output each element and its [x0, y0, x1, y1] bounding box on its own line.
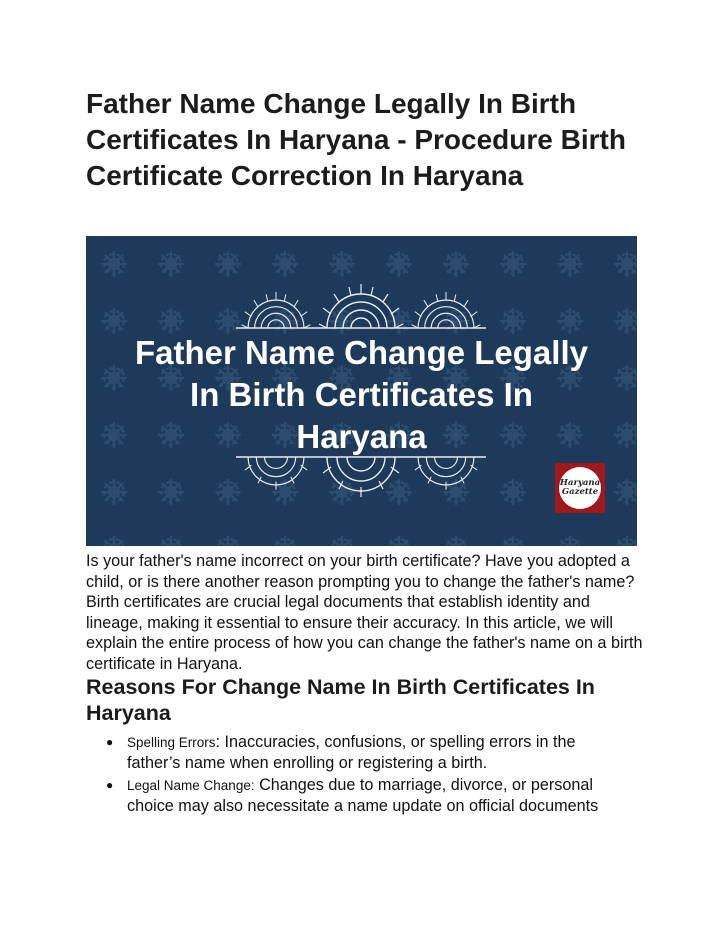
haryana-gazette-logo	[555, 463, 605, 513]
reason-term: Legal Name Change	[127, 778, 251, 793]
page-title: Father Name Change Legally In Birth Certificates In Haryana - Procedure Birth Certificate Correction In Haryana	[86, 88, 626, 191]
banner-title-line: Father Name Change Legally	[135, 334, 588, 371]
reason-text: Inaccuracies, confusions, or spelling errors in the father’s name when enrolling or registering a birth.	[127, 733, 576, 772]
section-heading: Reasons For Change Name In Birth Certificates In Haryana	[86, 675, 595, 725]
reasons-list	[106, 732, 626, 816]
logo-text-line2: Gazette	[561, 487, 599, 497]
reason-term: Spelling Errors	[127, 735, 216, 750]
list-item	[106, 775, 626, 816]
featured-banner-image	[86, 236, 637, 546]
reason-text: Changes due to marriage, divorce, or personal choice may also necessitate a name update on official documents	[127, 776, 599, 815]
banner-title	[86, 332, 637, 458]
intro-paragraph: Is your father's name incorrect on your birth certificate? Have you adopted a child, or is there another reason prompting you to change the father's name? Birth certificates are crucial legal documents that establish identity and lineage, making it essential to ensure their accuracy. In this article, we will explain the entire process of how you can change the father's name on a birth certificate in Haryana.	[86, 552, 643, 673]
logo-text-line1: Haryana	[559, 478, 601, 488]
bullet-icon: ●	[106, 735, 114, 749]
banner-title-line: In Birth Certificates In	[190, 376, 533, 413]
banner-title-line: Haryana	[296, 418, 427, 455]
bullet-icon: ●	[106, 778, 114, 792]
reason-separator: :	[250, 778, 255, 793]
reason-separator: :	[215, 733, 221, 751]
list-item	[106, 732, 626, 773]
